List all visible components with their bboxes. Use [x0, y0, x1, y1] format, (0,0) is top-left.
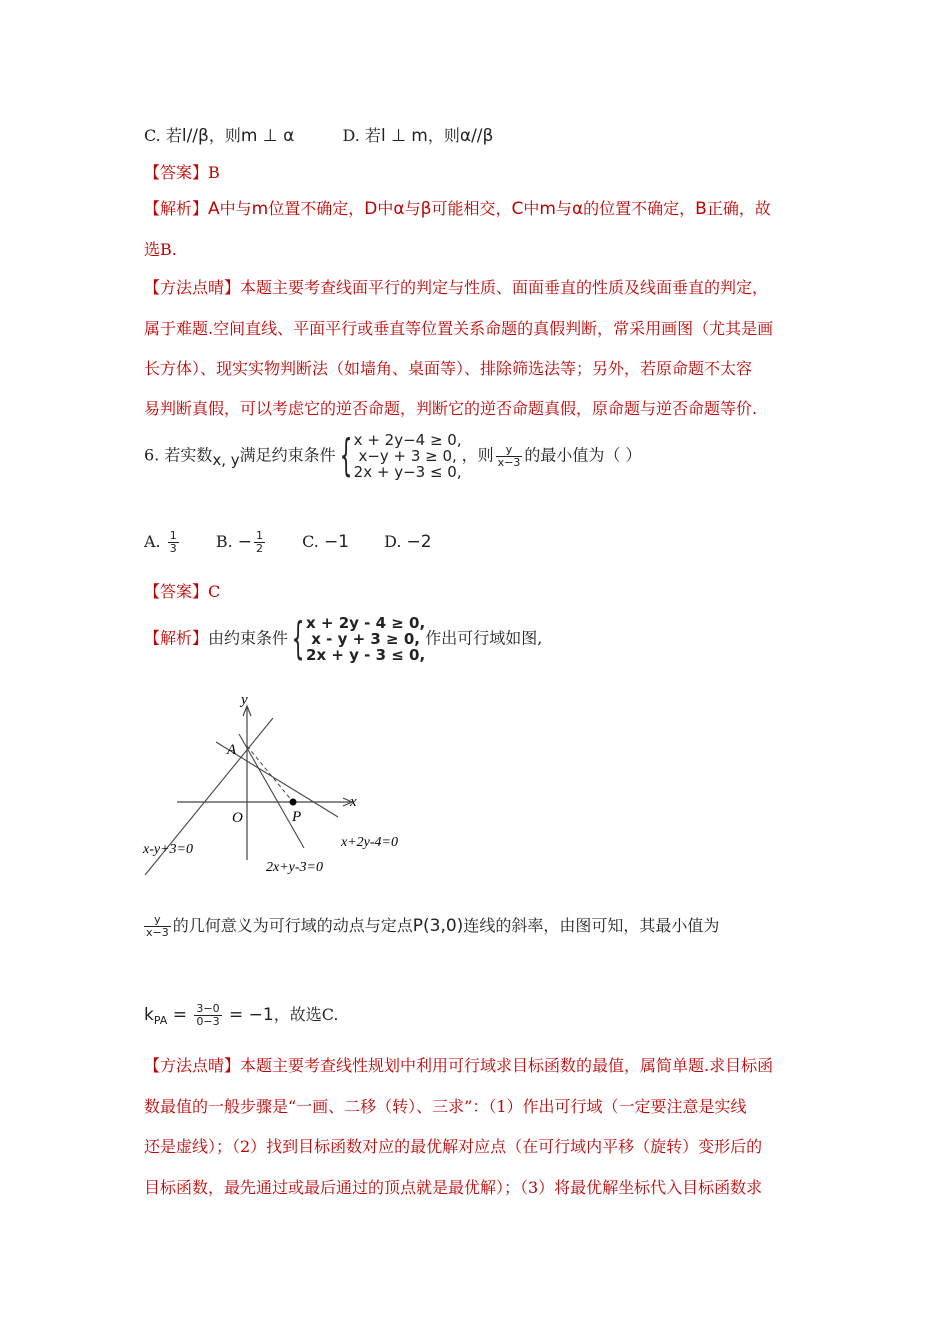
q6-options-row: [144, 522, 462, 562]
q5-analysis-line2: 选B.: [144, 240, 177, 259]
q6-stem: 6. 若实数x, y满足约束条件 { x + 2y−4 ≥ 0, x−y + 3 ≥ 0, 2x + y−3 ≤ 0, ，则 $\frac{y}{x-3}$ 的最小值为（ ）: [144, 430, 642, 481]
q5-analysis-segment: m: [251, 199, 269, 219]
constraint-row: 2x + y−3 ≤ 0,: [353, 463, 462, 481]
q6-slope-result: $k_{PA}$ = $\frac{3-0}{0-3}$ = −1，故选C.: [144, 1002, 339, 1028]
q6-analysis-constraint-system: { x + 2y - 4 ≥ 0, x - y + 3 ≥ 0, 2x + y - 3 ≤ 0,: [291, 613, 426, 664]
origin-label: O: [232, 810, 243, 826]
analysis-constraint-row: x - y + 3 ≥ 0,: [306, 630, 420, 648]
q5-analysis-segment: C: [511, 199, 524, 219]
q5-analysis-segment: m: [539, 199, 556, 219]
q5-method-line4: 易判断真假，可以考虑它的逆否命题，判断它的逆否命题真假，原命题与逆否命题等价.: [144, 399, 758, 418]
q5-analysis-segment: 与: [555, 199, 572, 218]
q6-option-d: D. −2: [384, 532, 432, 552]
q5-analysis-segment: 中: [523, 199, 540, 218]
analysis-constraint-row: x + 2y - 4 ≥ 0,: [306, 614, 426, 632]
label-line-2x-y-3: 2x+y-3=0: [266, 860, 323, 875]
q5-option-c: C. 若l//β，则m ⊥ α: [144, 126, 295, 146]
constraint-row: x−y + 3 ≥ 0,: [353, 447, 457, 465]
q5-method-line1: 【方法点晴】本题主要考查线面平行的判定与性质、面面垂直的性质及线面垂直的判定，: [144, 278, 769, 297]
q5-method-line3: 长方体）、现实实物判断法（如墙角、桌面等）、排除筛选法等；另外，若原命题不太容: [144, 359, 753, 378]
q6-option-c: C. −1: [302, 532, 350, 552]
label-line-x-y-3: x-y+3=0: [143, 842, 193, 857]
q5-option-d: D. 若l ⊥ m，则α//β: [342, 126, 494, 146]
q5-analysis-segment: 位置不确定，: [268, 199, 365, 218]
q5-analysis-segment: α: [571, 199, 584, 219]
q5-analysis-line1: 【解析】A中与m位置不确定，D中α与β可能相交，C中m与α的位置不确定，B正确，故: [144, 199, 771, 219]
q5-options-row: [144, 125, 493, 147]
line-pa: [247, 746, 293, 802]
q6-method-line2: 数最值的一般步骤是“一画、二移（转）、三求”：（1）作出可行域（一定要注意是实线: [144, 1097, 747, 1116]
q6-option-b: B. − $\frac{1}{2}$: [215, 529, 264, 555]
q5-analysis-segment: D: [364, 199, 378, 219]
q5-analysis-segment: A: [208, 199, 220, 219]
analysis-constraint-row: 2x + y - 3 ≤ 0,: [306, 646, 426, 664]
q6-geometric-meaning: $\frac{y}{x-3}$ 的几何意义为可行域的动点与定点P(3,0)连线的斜率，由图可知，其最小值为: [146, 913, 720, 939]
line-2x-y-3: [239, 734, 304, 848]
q5-analysis-segment: α: [393, 199, 405, 219]
axis-label-x: x: [350, 794, 357, 810]
label-line-x-2y-4: x+2y-4=0: [341, 835, 398, 850]
q5-answer: 【答案】B: [144, 163, 220, 182]
q6-target-fraction: $\frac{y}{x-3}$: [497, 442, 521, 469]
q6-option-a: A. $\frac{1}{3}$: [144, 529, 177, 555]
constraint-row: x + 2y−4 ≥ 0,: [353, 431, 462, 449]
q5-analysis-segment: 的位置不确定，: [583, 199, 696, 218]
axis-label-y: y: [241, 692, 248, 708]
q5-analysis-segment: 可能相交，: [431, 199, 512, 218]
q5-analysis-segment: β: [420, 199, 432, 219]
q5-analysis-segment: B: [695, 199, 707, 219]
point-a-label: A: [227, 742, 237, 758]
q6-method-line4: 目标函数，最先通过或最后通过的顶点就是最优解）；（3）将最优解坐标代入目标函数求: [144, 1178, 763, 1197]
q6-method-line3: 还是虚线）；（2）找到目标函数对应的最优解对应点（在可行域内平移（旋转）变形后的: [144, 1137, 763, 1156]
point-p-label: P: [292, 809, 302, 825]
feasible-region-graph: [140, 690, 430, 880]
q6-constraint-system: { x + 2y−4 ≥ 0, x−y + 3 ≥ 0, 2x + y−3 ≤ 0,: [339, 430, 462, 481]
feasible-region-figure: [140, 690, 430, 880]
point-p-marker: [290, 799, 297, 806]
q5-method-line2: 属于难题.空间直线、平面平行或垂直等位置关系命题的真假判断，常采用画图（尤其是画: [144, 319, 774, 338]
q5-analysis-segment: 与: [404, 199, 421, 218]
q6-answer: 【答案】C: [144, 582, 221, 601]
q5-analysis-segment: 中: [377, 199, 394, 218]
q6-analysis: 【解析】由约束条件 { x + 2y - 4 ≥ 0, x - y + 3 ≥ 0, 2x + y - 3 ≤ 0, 作出可行域如图,: [144, 613, 543, 664]
q5-analysis-segment: 正确，故: [706, 199, 771, 218]
q6-method-line1: 【方法点晴】本题主要考查线性规划中利用可行域求目标函数的最值，属简单题.求目标函: [144, 1056, 774, 1075]
q5-analysis-segment: 中与: [219, 199, 252, 218]
